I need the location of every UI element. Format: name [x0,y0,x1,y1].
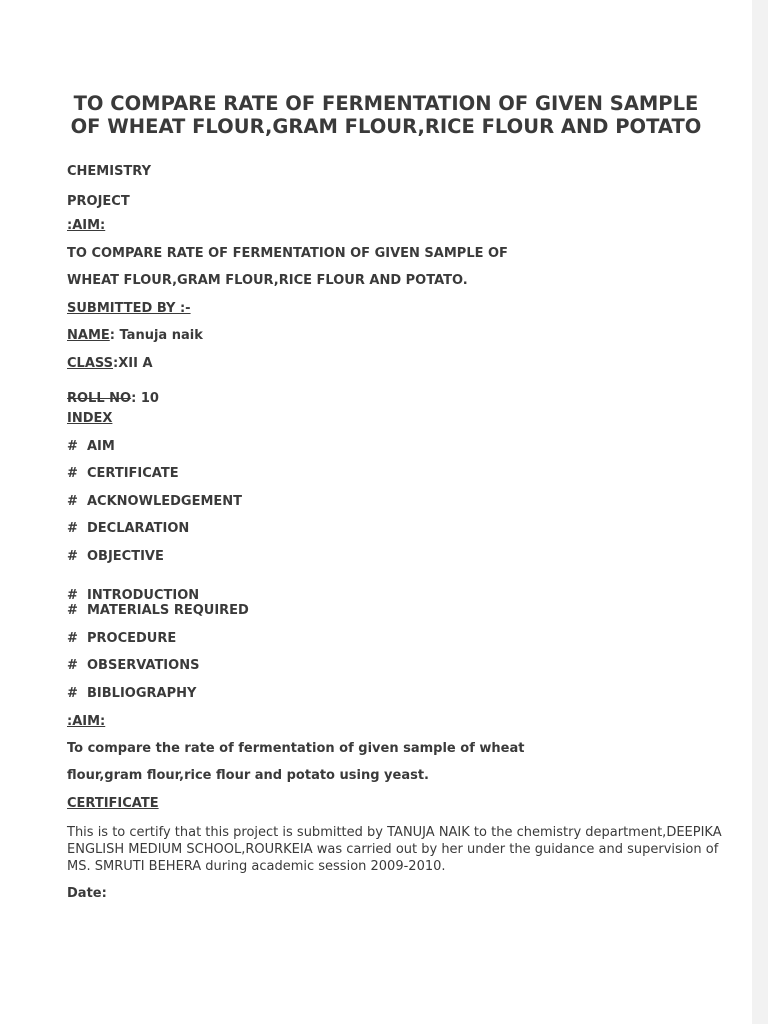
index-item [67,439,115,455]
aim-heading: :AIM: [67,218,106,233]
index-marker: # [67,658,78,673]
class-label: CLASS [67,356,114,371]
index-item-label: OBJECTIVE [87,549,164,564]
index-marker: # [67,494,78,509]
class-value: :XII A [113,356,153,371]
index-item-label: ACKNOWLEDGEMENT [87,494,243,509]
index-item [67,631,176,647]
index-item [67,549,164,565]
certificate-text: This is to certify that this project is submitted by TANUJA NAIK to the chemistry department,DEEPIKA ENGLISH MEDIUM SCHOOL,ROURKEIA was carried out by her under the guidance and supervision of MS. SMRUTI BEHERA during academic session 2009-2010. [67,825,722,874]
name-label: NAME [67,328,110,343]
index-marker: # [67,439,78,454]
index-marker: # [67,521,78,536]
index-marker: # [67,549,78,564]
index-item [67,603,249,619]
document-title: TO COMPARE RATE OF FERMENTATION OF GIVEN SAMPLE OF WHEAT FLOUR,GRAM FLOUR,RICE FLOUR AND POTATO [70,92,702,138]
index-item [67,588,199,604]
aim-heading: :AIM: [67,714,106,729]
index-item-label: PROCEDURE [87,631,177,646]
index-marker: # [67,588,78,603]
roll-label: ROLL NO [67,391,132,406]
aim-text-line: flour,gram flour,rice flour and potato using yeast. [67,768,430,783]
project-label: PROJECT [67,194,130,209]
submitted-by-heading: SUBMITTED BY :- [67,301,191,316]
roll-row [67,391,159,407]
aim-text-line: To compare the rate of fermentation of given sample of wheat [67,741,525,756]
index-item [67,466,179,482]
index-marker: # [67,466,78,481]
index-item-label: MATERIALS REQUIRED [87,603,249,618]
aim-text-line: TO COMPARE RATE OF FERMENTATION OF GIVEN SAMPLE OF [67,246,508,261]
index-item-label: AIM [87,439,115,454]
index-item-label: BIBLIOGRAPHY [87,686,197,701]
name-row [67,328,203,344]
index-item [67,521,189,537]
index-marker: # [67,603,78,618]
date-label: Date: [67,886,107,901]
index-item-label: DECLARATION [87,521,190,536]
index-item-label: CERTIFICATE [87,466,179,481]
index-marker: # [67,631,78,646]
index-item [67,658,199,674]
roll-value: : 10 [131,391,159,406]
index-item-label: OBSERVATIONS [87,658,200,673]
aim-text-line: WHEAT FLOUR,GRAM FLOUR,RICE FLOUR AND POTATO. [67,273,468,288]
index-marker: # [67,686,78,701]
subject-label: CHEMISTRY [67,164,152,179]
index-item [67,494,242,510]
index-item [67,686,196,702]
index-item-label: INTRODUCTION [87,588,200,603]
certificate-heading: CERTIFICATE [67,796,159,811]
name-value: : Tanuja naik [109,328,203,343]
index-heading: INDEX [67,411,113,426]
class-row [67,356,153,372]
